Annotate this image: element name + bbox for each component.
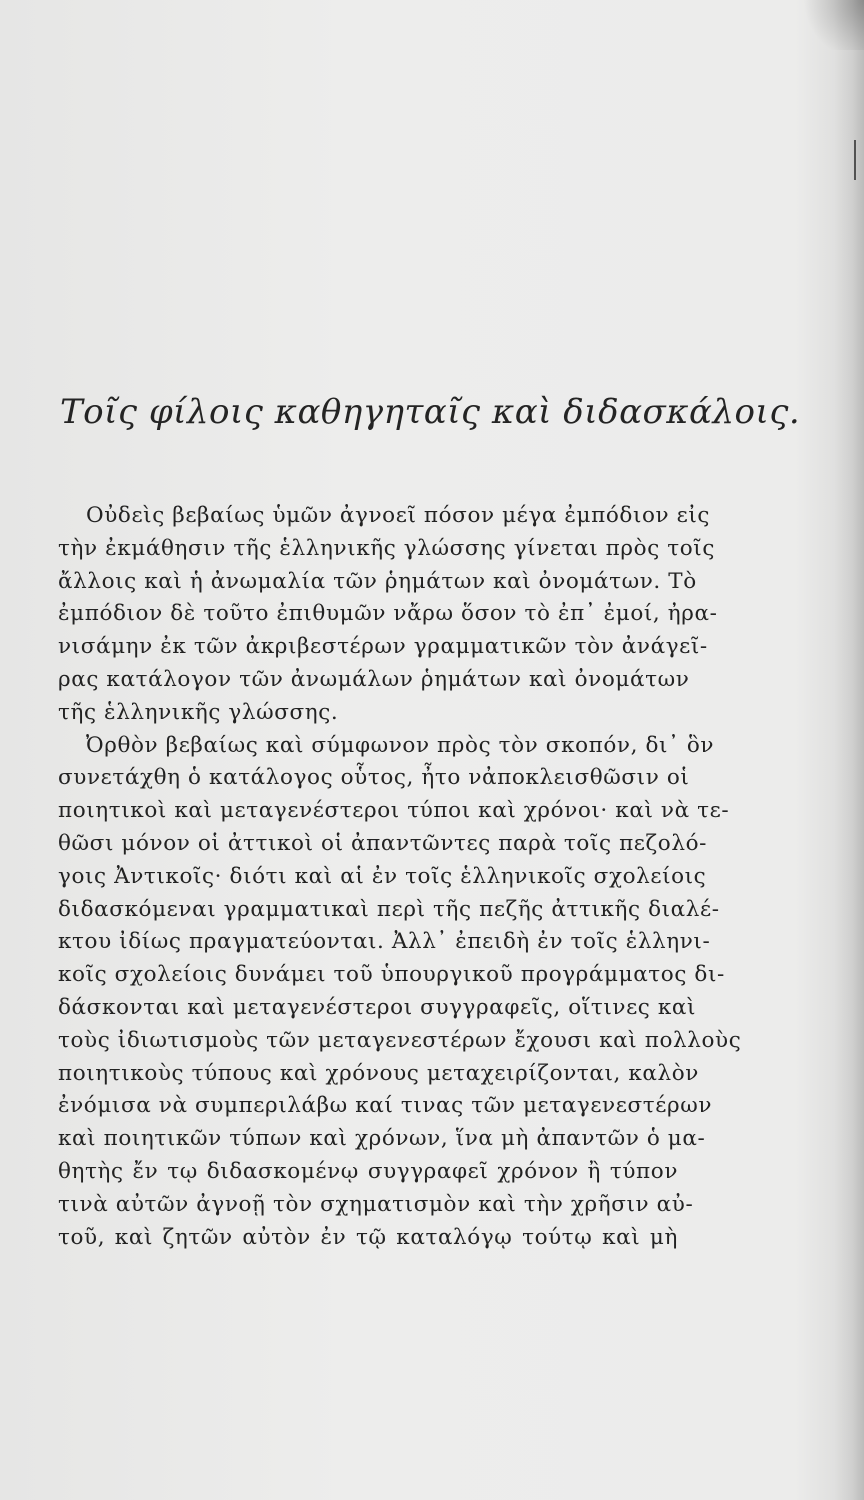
text-line: κτου ἰδίως πραγματεύονται. Ἀλλ᾽ ἐπειδὴ ἐν τοῖς ἑλληνι-	[58, 929, 711, 955]
text-line: συνετάχθη ὁ κατάλογος οὗτος, ἦτο νἀποκλεισθῶσιν οἱ	[58, 765, 690, 791]
text-line: ρας κατάλογον τῶν ἀνωμάλων ῥημάτων καὶ ὀνομάτων	[58, 666, 690, 692]
text-line: Οὐδεὶς βεβαίως ὑμῶν ἀγνοεῖ πόσον μέγα ἐμπόδιον εἰς	[86, 503, 711, 528]
text-line: τὴν ἐκμάθησιν τῆς ἑλληνικῆς γλώσσης γίνεται πρὸς τοῖς	[58, 535, 715, 561]
page-edge-shadow	[834, 0, 864, 1500]
text-line: τοὺς ἰδιωτισμοὺς τῶν μεταγενεστέρων ἔχουσι καὶ πολλοὺς	[58, 1027, 742, 1053]
text-line: θητὴς ἔν τῳ διδασκομένῳ συγγραφεῖ χρόνον ἢ τύπον	[58, 1158, 678, 1184]
text-line: ποιητικοὺς τύπους καὶ χρόνους μεταχειρίζονται, καλὸν	[58, 1060, 699, 1086]
text-line: γοις Ἀντικοῖς· διότι καὶ αἱ ἐν τοῖς ἑλληνικοῖς σχολείοις	[58, 863, 707, 889]
text-line: ποιητικοὶ καὶ μεταγενέστεροι τύποι καὶ χρόνοι· καὶ νὰ τε-	[58, 798, 730, 824]
text-line: διδασκόμεναι γραμματικαὶ περὶ τῆς πεζῆς ἀττικῆς διαλέ-	[58, 896, 720, 922]
text-line: νισάμην ἐκ τῶν ἀκριβεστέρων γραμματικῶν τὸν ἀνάγεῖ-	[58, 634, 708, 660]
page-corner-shadow	[794, 0, 864, 50]
text-line: ἐμπόδιον δὲ τοῦτο ἐπιθυμῶν νἄρω ὅσον τὸ ἐπ᾽ ἐμοί, ἠρα-	[58, 601, 718, 627]
text-line: θῶσι μόνον οἱ ἀττικοὶ οἱ ἀπαντῶντες παρὰ τοῖς πεζολό-	[58, 830, 707, 856]
text-line: δάσκονται καὶ μεταγενέστεροι συγγραφεῖς, οἵτινες καὶ	[58, 994, 697, 1020]
text-line: τοῦ, καὶ ζητῶν αὐτὸν ἐν τῷ καταλόγῳ τούτῳ καὶ μὴ	[58, 1224, 678, 1250]
text-line: τῆς ἑλληνικῆς γλώσσης.	[58, 699, 339, 725]
edge-mark	[854, 140, 856, 180]
text-line: καὶ ποιητικῶν τύπων καὶ χρόνων, ἵνα μὴ ἀπαντῶν ὁ μα-	[58, 1126, 706, 1152]
dedication-heading: Τοῖς φίλοις καθηγηταῖς καὶ διδασκάλοις.	[60, 392, 801, 432]
text-line: ἄλλοις καὶ ἡ ἀνωμαλία τῶν ῥημάτων καὶ ὀνομάτων. Τὸ	[58, 568, 697, 594]
text-line: Ὀρθὸν βεβαίως καὶ σύμφωνον πρὸς τὸν σκοπόν, δι᾽ ὃν	[86, 732, 715, 758]
text-line: τινὰ αὐτῶν ἀγνοῇ τὸν σχηματισμὸν καὶ τὴν χρῆσιν αὐ-	[58, 1191, 694, 1217]
text-line: κοῖς σχολείοις δυνάμει τοῦ ὑπουργικοῦ προγράμματος δι-	[58, 962, 725, 988]
body-text	[58, 500, 742, 1254]
text-line: ἐνόμισα νὰ συμπεριλάβω καί τινας τῶν μεταγενεστέρων	[58, 1093, 713, 1119]
